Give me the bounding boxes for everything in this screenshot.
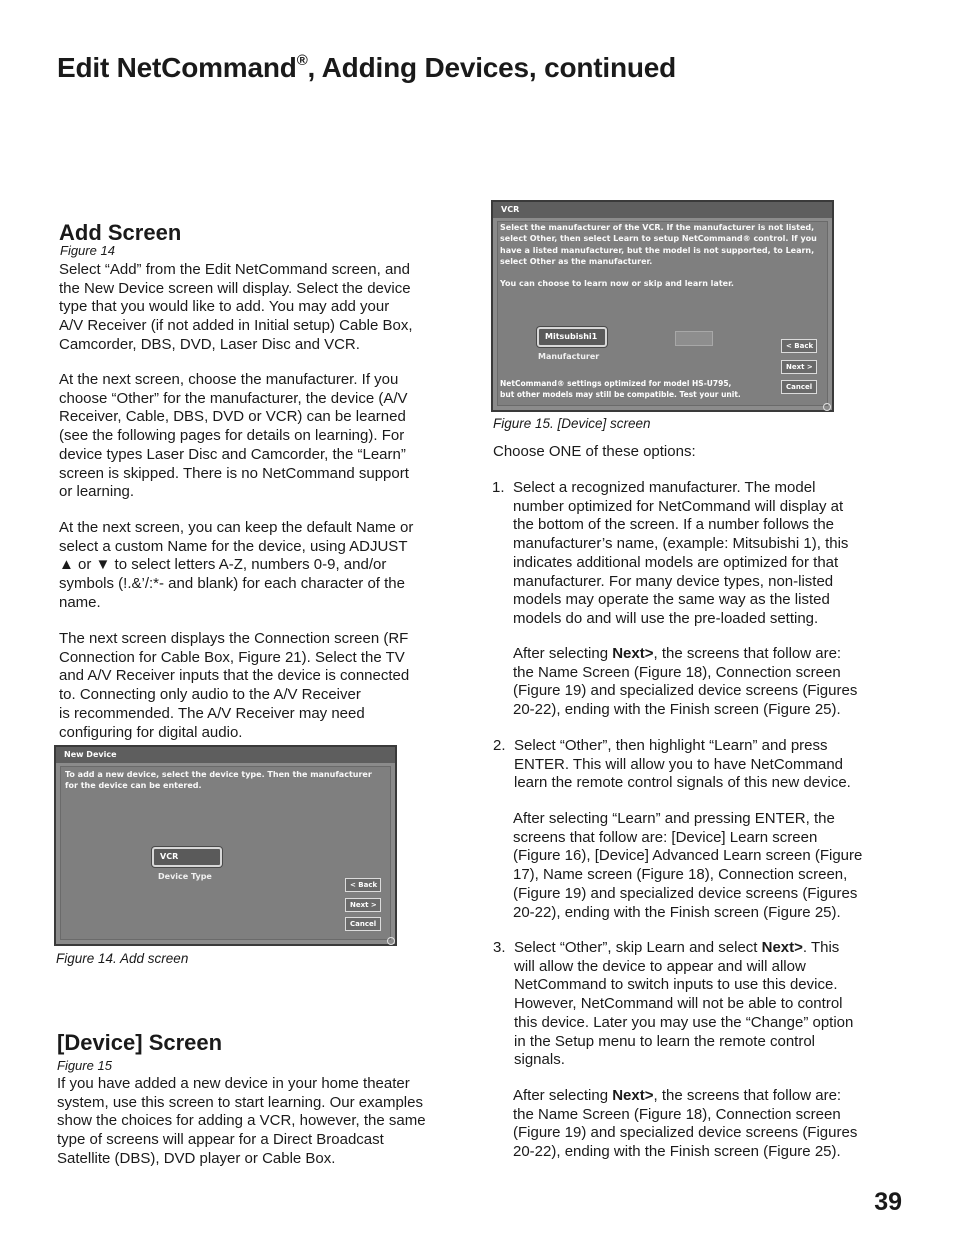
device-screen-figure-ref: Figure 15 (57, 1058, 112, 1073)
screen-title-bar: New Device (56, 747, 395, 763)
figure-14-new-device-screen (54, 745, 397, 946)
page-title (57, 52, 676, 84)
page-number: 39 (874, 1188, 902, 1216)
screen-panel (60, 766, 391, 940)
option-1: 1. Select a recognized manufacturer. The model number optimized for NetCommand will display at the bottom of the screen. If a number follows the manufacturer’s name, (example: Mitsubishi 1), this indicates additional models are optimized for that manufacturer. For many device types, non-listed models may operate the same way as the listed models do and will use the pre-loaded setting. (492, 479, 849, 627)
figure-15-caption: Figure 15. [Device] screen (493, 416, 651, 431)
option-2-after: After selecting “Learn” and pressing ENTER, the screens that follow are: [Device] Learn screen (Figure 16), [Device] Advanced Learn screen (Figure 17), Name screen (Figure 18), Connection screen, (Figure 19) and specialized device screens (Figures 20-22), ending with the Finish screen (Figure 25). (513, 810, 863, 921)
figure-15-vcr-screen (491, 200, 834, 412)
device-screen-heading: [Device] Screen (57, 1030, 223, 1055)
device-type-label: Device Type (158, 872, 212, 881)
options-intro: Choose ONE of these options: (493, 443, 696, 460)
figure-14-caption: Figure 14. Add screen (56, 951, 189, 966)
add-screen-heading: Add Screen (59, 220, 182, 245)
manufacturer-label: Manufacturer (538, 352, 600, 361)
title-text-continued: , Adding Devices, continued (307, 52, 677, 83)
option-number: 3. (493, 939, 506, 956)
option-number: 2. (493, 737, 506, 754)
screen-message-learn: You can choose to learn now or skip and learn later. (500, 279, 734, 288)
next-button[interactable]: Next > (781, 360, 817, 374)
back-button[interactable]: < Back (345, 878, 381, 892)
title-text: Edit NetCommand (57, 52, 297, 83)
option-number: 1. (492, 479, 505, 496)
add-screen-paragraph-3: At the next screen, you can keep the default Name or select a custom Name for the device, using ADJUST ▲ or ▼ to select letters A-Z, numbers 0-9, and/or symbols (!.&’/:*- and blank) for each character of the name. (59, 519, 414, 611)
cancel-button[interactable]: Cancel (345, 917, 381, 931)
option-1-after: After selecting Next>, the screens that follow are: the Name Screen (Figure 18), Connection screen (Figure 19) and specialized device screens (Figures 20-22), ending with the Finish screen (Figure 25). (513, 645, 858, 719)
device-type-field[interactable]: VCR (152, 847, 222, 867)
add-screen-paragraph-4: The next screen displays the Connection screen (RF Connection for Cable Box, Figure 21). Select the TV and A/V Receiver inputs that the device is connected to. Connecting only audio to the A/V Receiver is recommended. The A/V Receiver may need configuring for digital audio. (59, 630, 410, 741)
next-button[interactable]: Next > (345, 898, 381, 912)
add-screen-figure-ref: Figure 14 (60, 243, 115, 258)
screen-message: Select the manufacturer of the VCR. If the manufacturer is not listed, select Other, then select Learn to setup NetCommand® control. If you have a listed manufacturer, but the model is not supported, to Learn, select Other as the manufacturer. (500, 223, 817, 267)
learn-button-disabled (675, 331, 713, 346)
cancel-button[interactable]: Cancel (781, 380, 817, 394)
screen-message: To add a new device, select the device type. Then the manufacturer for the device can be entered. (65, 770, 372, 791)
add-screen-paragraph-2: At the next screen, choose the manufacturer. If you choose “Other” for the manufacturer, the device (A/V Receiver, Cable, DBS, DVD or VCR) can be learned (see the following pages for details on learning). For device types Laser Disc and Camcorder, the “Learn” screen is skipped. There is no NetCommand support or learning. (59, 371, 409, 501)
back-button[interactable]: < Back (781, 339, 817, 353)
screen-footer-note: NetCommand® settings optimized for model HS-U795, but other models may still be compatible. Test your unit. (500, 379, 741, 399)
logo-icon (823, 403, 831, 411)
logo-icon (387, 937, 395, 945)
option-3: 3. Select “Other”, skip Learn and select Next>. This will allow the device to appear and will allow NetCommand to switch inputs to use this device. However, NetCommand will not be able to control this device. Later you may use the “Change” option in the Setup menu to learn the remote control signals. (493, 939, 854, 1069)
option-2: 2. Select “Other”, then highlight “Learn” and press ENTER. This will allow you to have NetCommand learn the remote control signals of this new device. (493, 737, 851, 792)
screen-title-bar: VCR (493, 202, 832, 218)
device-screen-paragraph: If you have added a new device in your home theater system, use this screen to start learning. Our examples show the choices for adding a VCR, however, the same type of screens will appear for a Direct Broadcast Satellite (DBS), DVD player or Cable Box. (57, 1075, 426, 1167)
add-screen-paragraph-1: Select “Add” from the Edit NetCommand screen, and the New Device screen will display. Select the device type that you would like to add. You may add your A/V Receiver (if not added in Initial setup) Cable Box, Camcorder, DBS, DVD, Laser Disc and VCR. (59, 261, 413, 353)
registered-mark: ® (296, 52, 308, 69)
manufacturer-field[interactable]: Mitsubishi1 (537, 327, 607, 347)
option-3-after: After selecting Next>, the screens that follow are: the Name Screen (Figure 18), Connection screen (Figure 19) and specialized device screens (Figures 20-22), ending with the Finish screen (Figure 25). (513, 1087, 858, 1161)
